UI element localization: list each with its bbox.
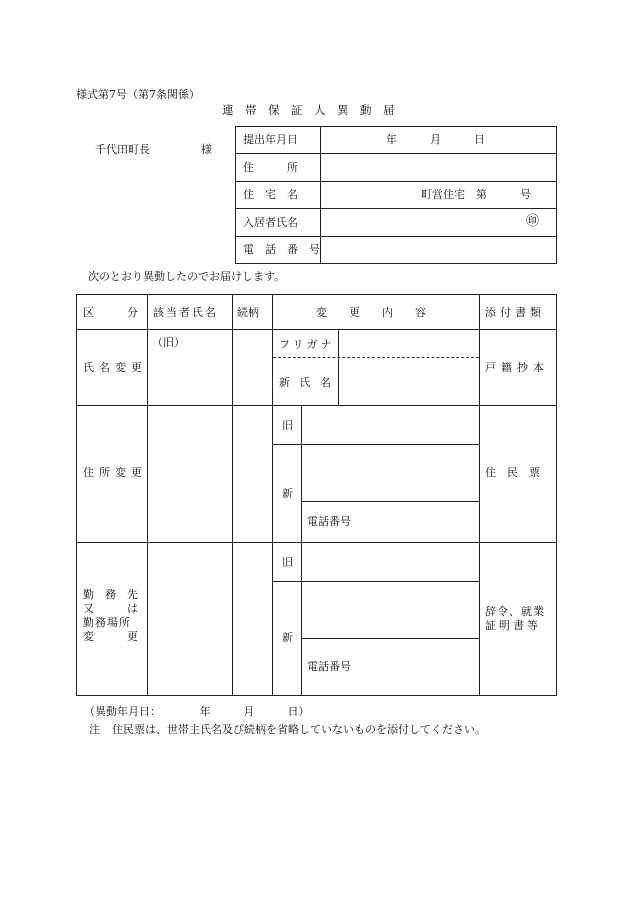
intro-text: 次のとおり異動したのでお届けします。 — [88, 270, 286, 283]
field-submission-date[interactable]: 年 月 日 — [386, 133, 485, 146]
note-text: 住民票は、世帯主氏名及び続柄を省略していないものを添付してください。 — [112, 723, 486, 736]
attachment-address-change: 住 民 票 — [485, 466, 540, 479]
label-address: 住 所 — [243, 161, 298, 174]
field-person-work-change[interactable] — [149, 544, 230, 693]
attachment-work-line-2: 証明書等 — [485, 619, 541, 632]
attachment-name-change: 戸籍抄本 — [485, 361, 549, 374]
field-work-new[interactable] — [303, 583, 478, 636]
label-submission-date: 提出年月日 — [243, 133, 298, 146]
label-work-phone: 電話番号 — [307, 660, 351, 673]
label-address-new: 新 — [282, 487, 293, 500]
page-title: 連 帯 保 証 人 異 動 届 — [222, 103, 395, 117]
attachment-work-line-1: 辞令、就業 — [485, 605, 545, 618]
header-change: 変 更 内 容 — [316, 306, 426, 319]
field-new-name[interactable] — [340, 360, 477, 403]
label-work-new: 新 — [282, 631, 293, 644]
label-resident-name: 入居者氏名 — [243, 216, 298, 229]
field-address[interactable] — [322, 155, 554, 179]
note-label: 注 — [89, 723, 100, 736]
field-work-old[interactable] — [303, 544, 478, 579]
label-phone: 電 話 番 号 — [243, 243, 320, 256]
seal-mark-icon: ㊞ — [526, 214, 540, 229]
field-relation-work-change[interactable] — [234, 544, 270, 693]
label-work-old: 旧 — [282, 556, 293, 569]
category-address-change: 住所変更 — [83, 466, 147, 479]
label-new-name: 新 氏 名 — [279, 376, 334, 389]
field-housing-name[interactable]: 町営住宅 第 号 — [421, 188, 531, 201]
form-number: 様式第7号（第7条関係） — [76, 88, 200, 101]
field-address-new[interactable] — [303, 446, 478, 499]
label-address-phone: 電話番号 — [307, 515, 351, 528]
field-person-address-change[interactable] — [149, 407, 230, 540]
change-date-line: （異動年月日： 年 月 日） — [84, 705, 310, 718]
category-work-line-4: 変 更 — [83, 630, 138, 643]
field-person-name-change[interactable] — [149, 331, 230, 403]
category-work-line-2: 又 は — [83, 602, 138, 615]
field-phone[interactable] — [322, 238, 554, 262]
addressee: 千代田町長 — [95, 143, 150, 156]
addressee-honorific: 様 — [201, 143, 212, 156]
header-relation: 続柄 — [237, 306, 259, 319]
label-address-old: 旧 — [282, 419, 293, 432]
field-relation-address-change[interactable] — [234, 407, 270, 540]
header-attachment: 添付書類 — [485, 306, 545, 319]
field-relation-name-change[interactable] — [234, 331, 270, 403]
category-work-line-1: 勤 務 先 — [83, 588, 138, 601]
field-address-old[interactable] — [303, 407, 478, 442]
label-housing-name: 住 宅 名 — [243, 188, 298, 201]
header-person: 該当者氏名 — [153, 306, 218, 319]
category-work-line-3: 勤務場所 — [83, 616, 131, 629]
category-name-change: 氏名変更 — [83, 361, 147, 374]
field-furigana[interactable] — [340, 331, 477, 355]
header-category: 区 分 — [83, 306, 138, 319]
label-furigana: フリガナ — [279, 338, 335, 351]
old-name-marker: （旧） — [152, 336, 185, 349]
